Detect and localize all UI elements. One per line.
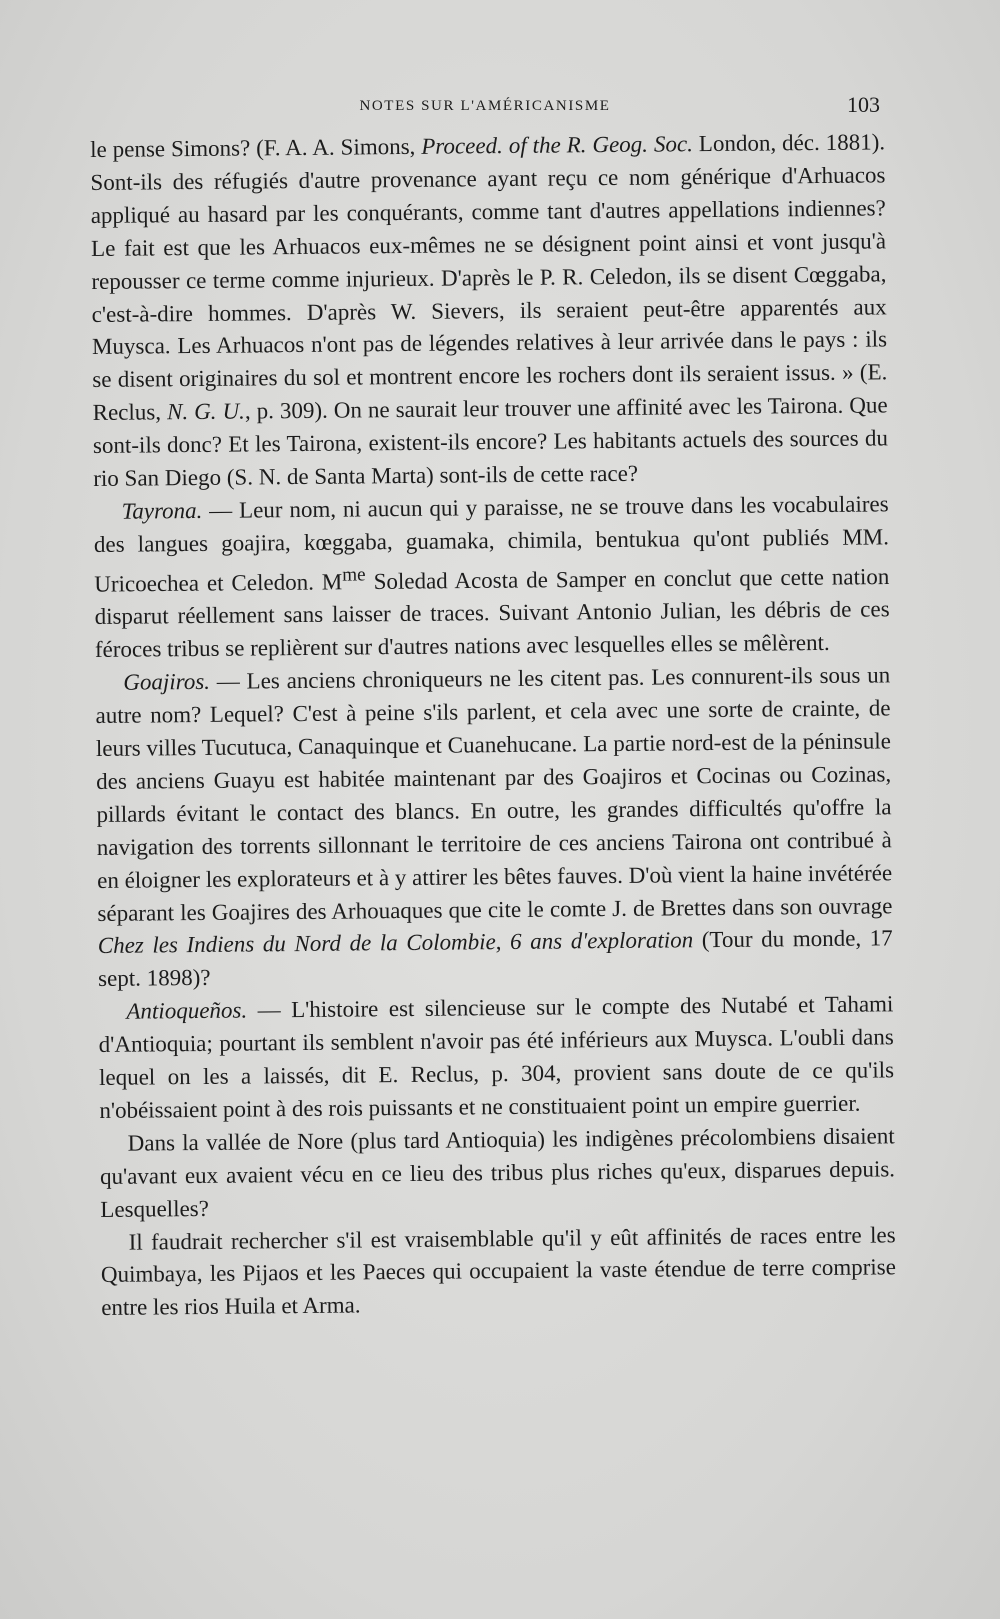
section-heading: Goajiros. [123, 669, 211, 695]
section-heading: Antioqueños. [126, 997, 248, 1024]
paragraph-text: — Les anciens chroniqueurs ne les citent pas. Les connurent-ils sous un autre nom? Lequel? C'est à peine s'ils parlent, et cela avec une sorte de crainte, de leurs villes Tucutuca, Canaquinque et Cuanehucane. La partie nord-est de la péninsule des anciens Guayu est habitée maintenant par des Goajiros et Cocinas ou Cozinas, pillards évitant le contact des blancs. En outre, les grandes difficultés qu'offre la navigation des torrents sillonnant le territoire de ces anciens Tairona ont contribué à en éloigner les explorateurs et à y attirer les bêtes fauves. D'où vient la haine invétérée séparant les Goajires des Arhouaques que cite le comte J. de Brettes dans son ouvrage [95, 662, 893, 926]
citation-title: Chez les Indiens du Nord de la Colombie, 6 ans d'exploration [97, 927, 694, 959]
paragraph-nore [100, 1120, 896, 1226]
paragraph-text: — Leur nom, ni aucun qui y paraisse, ne se trouve dans les vocabulaires des langues goajira, kœggaba, guamaka, chimila, bentukua qu'ont publiés MM. Uricoechea et Celedon. M [93, 491, 890, 597]
superscript: me [342, 564, 366, 586]
running-head: NOTES SUR L'AMÉRICANISME [359, 98, 611, 114]
paragraph-antioquenos [98, 989, 894, 1128]
page-header [90, 92, 880, 122]
paragraph-text: , p. 309). On ne saurait leur trouver une affinité avec les Tairona. Que sont-ils donc? Et les Tairona, existent-ils encore? Les habitants actuels des sources du rio San Diego (S. N. de Santa Marta) sont-ils de cette race? [92, 392, 889, 492]
citation-title: Proceed. of the R. Geog. Soc. [421, 131, 694, 159]
paragraph-arhuacos [90, 126, 888, 496]
citation-title: N. G. U. [166, 398, 245, 425]
paragraph-text: Il faudrait rechercher s'il est vraisemblable qu'il y eût affinités de races entre les Quimbaya, les Pijaos et les Paeces qui occupaient la vaste étendue de terre comprise entre les rios Huila et Arma. [100, 1221, 897, 1321]
paragraph-text: Soledad Acosta de Samper en conclut que cette nation disparut réellement sans laisser de traces. Suivant Antonio Julian, les débris de ces féroces tribus se replièrent sur d'autres nations avec lesquelles elles se mêlèrent. [94, 563, 890, 663]
paragraph-text: (Tour du monde, 17 sept. 1898)? [97, 925, 893, 992]
paragraph-text: Dans la vallée de Nore (plus tard Antioquia) les indigènes précolombiens disaient qu'avant eux avaient vécu en ce lieu des tribus plus riches qu'eux, disparues depuis. Lesquelles? [99, 1123, 896, 1222]
paragraph-text: le pense Simons? (F. A. A. Simons, [90, 133, 422, 162]
paragraph-quimbaya [100, 1219, 896, 1325]
body-text [90, 126, 896, 1325]
page-number: 103 [847, 92, 880, 117]
paragraph-text: — L'histoire est silencieuse sur le compte des Nutabé et Tahami d'Antioquia; pourtant ils semblent n'avoir pas été inférieurs aux Muysca. L'oubli dans lequel on les a laissés, dit E. Reclus, p. 304, provient sans doute de ce qu'ils n'obéissaient point à des rois puissants et ne constituaient point un empire guerrier. [98, 991, 895, 1123]
section-heading: Tayrona. [121, 497, 203, 524]
paragraph-tayrona [93, 488, 890, 667]
paragraph-text: London, déc. 1881). Sont-ils des réfugiés d'autre provenance ayant reçu ce nom générique d'Arhuacos appliqué au hasard par les conquérants, comme tant d'autres appellations indiennes? Le fait est que les Arhuacos eux-mêmes ne se désignent point ainsi et vont jusqu'à repousser ce terme comme injurieux. D'après le P. R. Celedon, ils se disent Cœggaba, c'est-à-dire hommes. D'après W. Sievers, ils seraient peut-être apparentés aux Muysca. Les Arhuacos n'ont pas de légendes relatives à leur arrivée dans le pays : ils se disent originaires du sol et montrent encore les rochers dont ils seraient issus. » (E. Reclus, [90, 129, 888, 426]
paragraph-goajiros [95, 660, 893, 997]
